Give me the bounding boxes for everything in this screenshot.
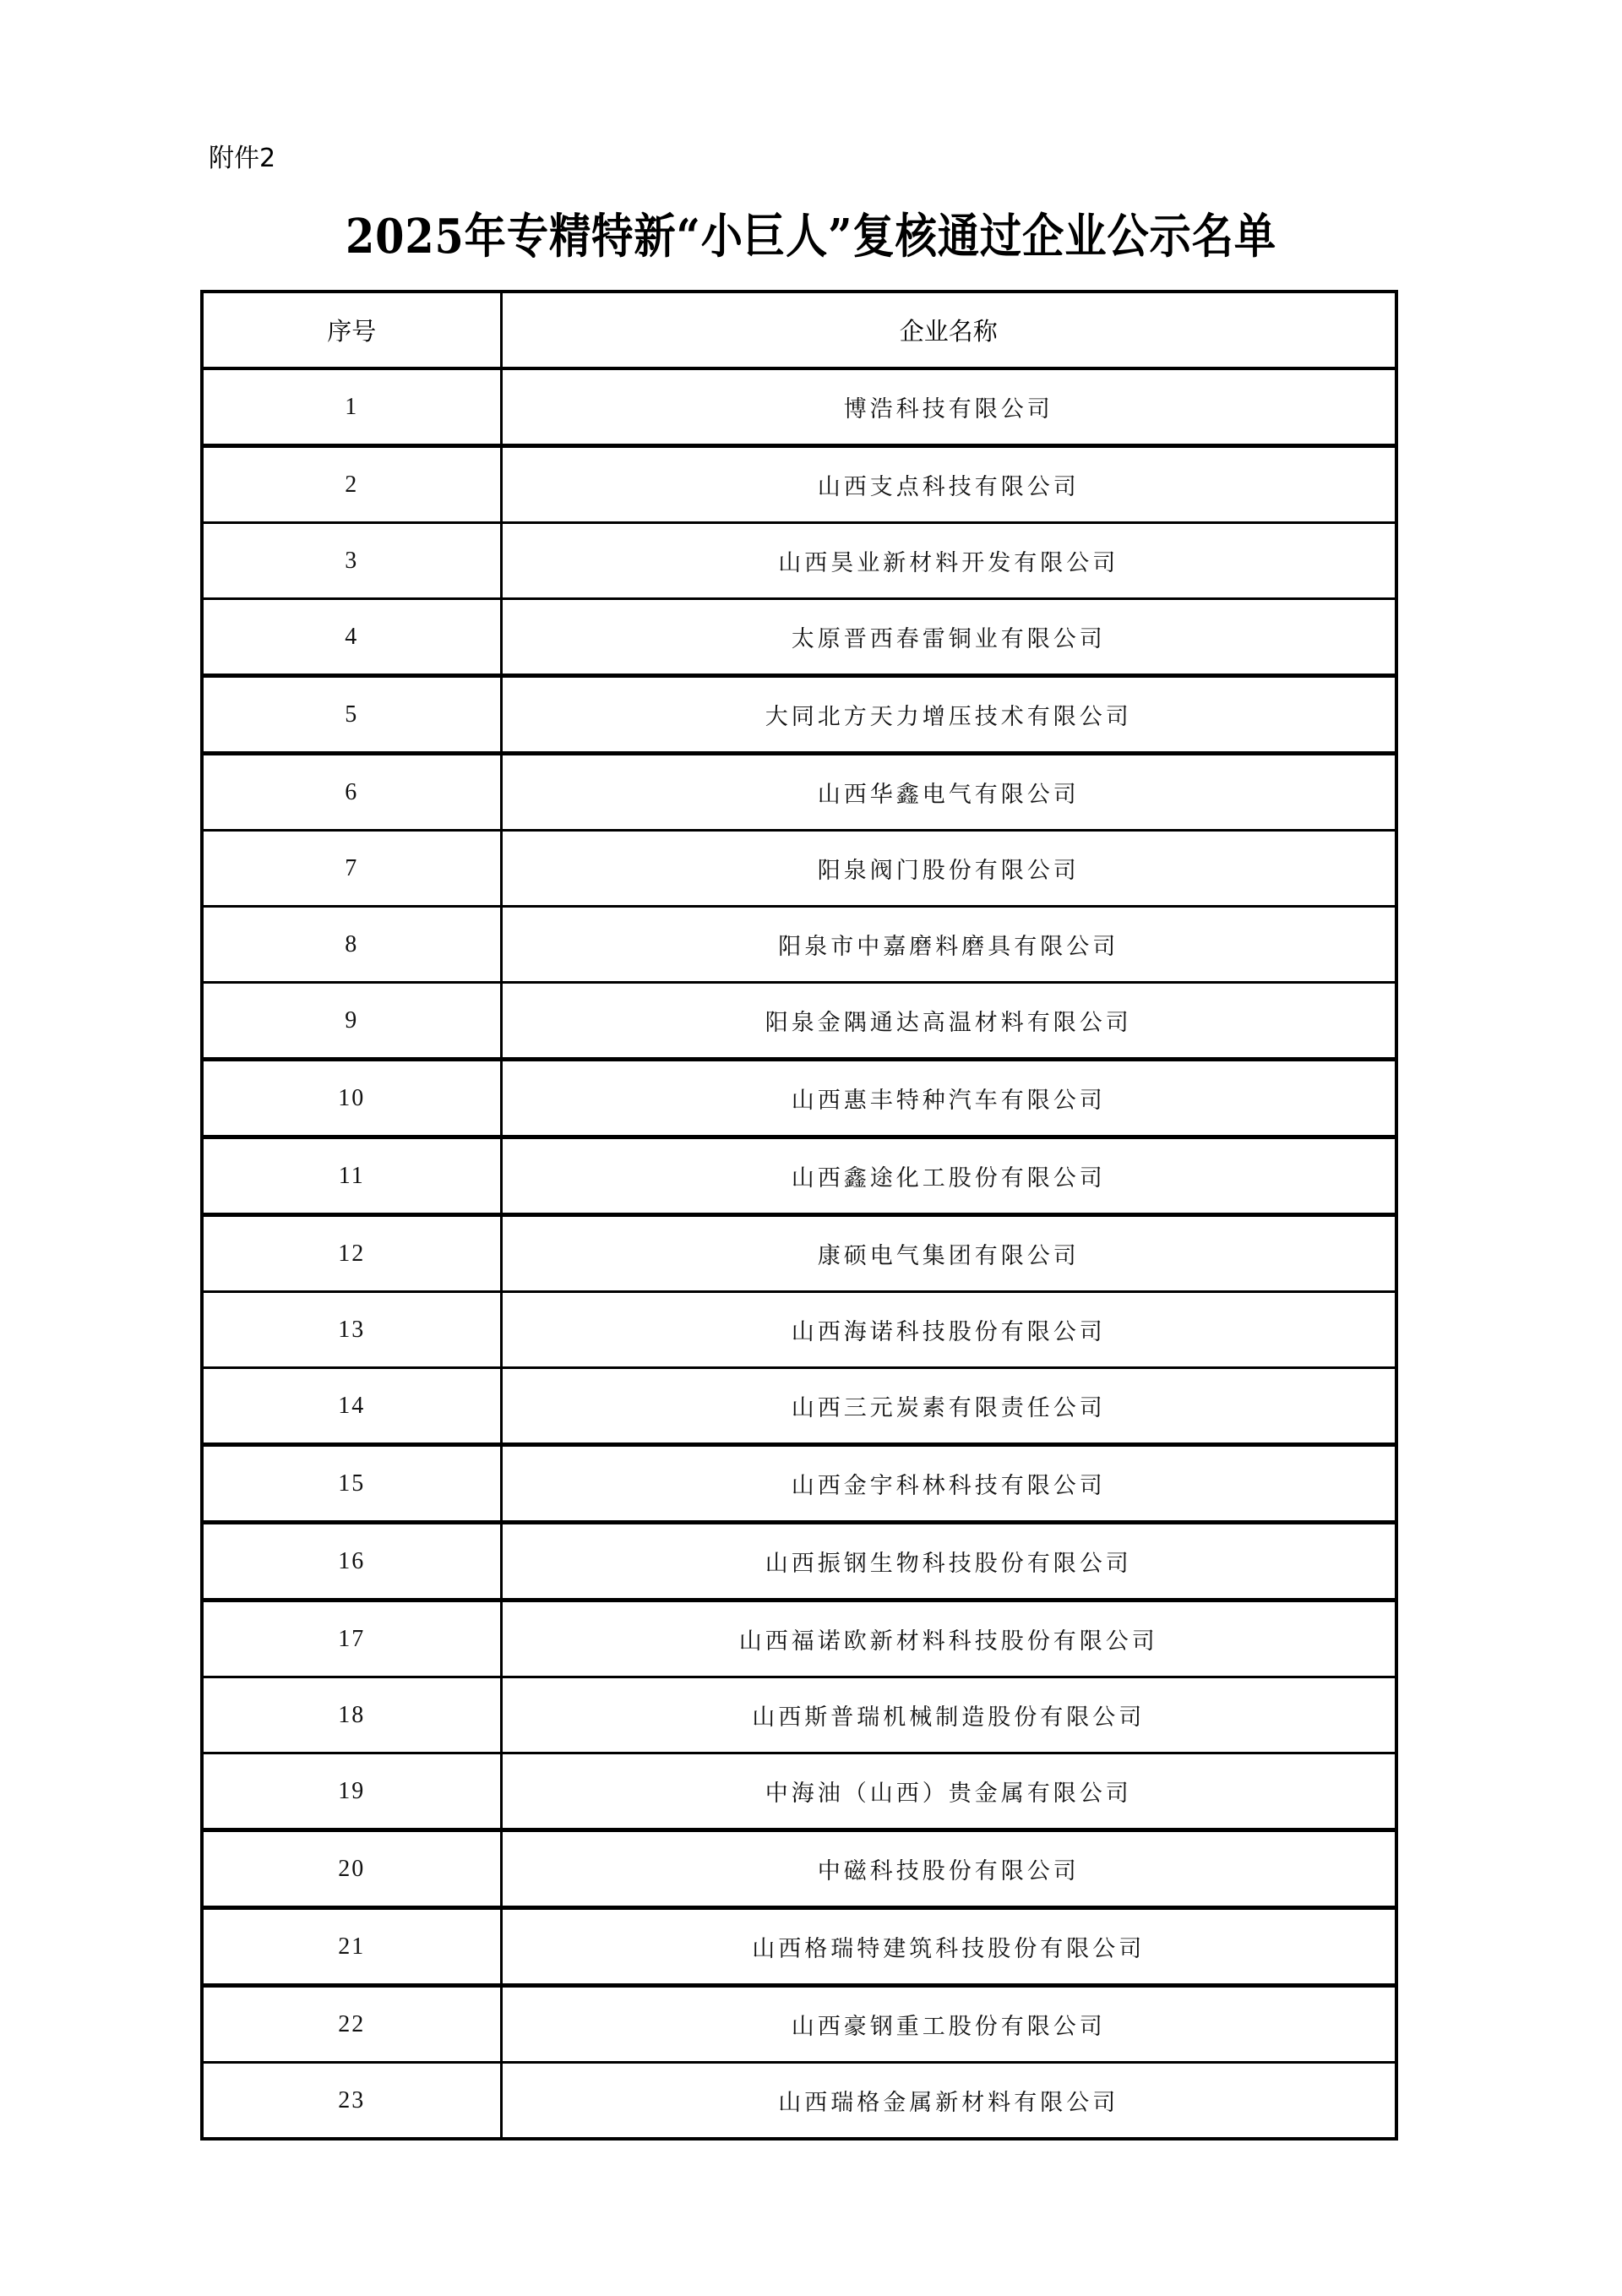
- company-name: 山西福诺欧新材料科技股份有限公司: [501, 1601, 1396, 1677]
- company-name: 大同北方天力增压技术有限公司: [501, 676, 1396, 754]
- table-row: [202, 983, 1396, 1060]
- table-row: [202, 1830, 1396, 1908]
- row-index: 14: [202, 1368, 501, 1445]
- company-name: 太原晋西春雷铜业有限公司: [501, 599, 1396, 676]
- table-row: [202, 754, 1396, 831]
- table-row: [202, 446, 1396, 523]
- page-title: 2025年专精特新“小巨人”复核通过企业公示名单: [345, 209, 1277, 265]
- company-name: 阳泉阀门股份有限公司: [501, 831, 1396, 907]
- company-name: 山西瑞格金属新材料有限公司: [501, 2063, 1396, 2140]
- table-row: [202, 1060, 1396, 1137]
- row-index: 21: [202, 1908, 501, 1986]
- row-index: 8: [202, 907, 501, 983]
- company-name: 博浩科技有限公司: [501, 368, 1396, 446]
- row-index: 3: [202, 523, 501, 599]
- table-row: [202, 907, 1396, 983]
- table-row: [202, 1986, 1396, 2063]
- company-name: 山西支点科技有限公司: [501, 446, 1396, 523]
- row-index: 13: [202, 1292, 501, 1368]
- table-row: [202, 1523, 1396, 1601]
- table-row: [202, 1753, 1396, 1830]
- table-row: [202, 676, 1396, 754]
- row-index: 19: [202, 1753, 501, 1830]
- table-row: [202, 1601, 1396, 1677]
- row-index: 5: [202, 676, 501, 754]
- company-name: 阳泉金隅通达高温材料有限公司: [501, 983, 1396, 1060]
- row-index: 16: [202, 1523, 501, 1601]
- table-header-row: [202, 292, 1396, 368]
- table-row: [202, 1137, 1396, 1215]
- company-name: 中海油（山西）贵金属有限公司: [501, 1753, 1396, 1830]
- company-name: 中磁科技股份有限公司: [501, 1830, 1396, 1908]
- row-index: 17: [202, 1601, 501, 1677]
- header-company-name: 企业名称: [501, 292, 1396, 368]
- company-name: 山西海诺科技股份有限公司: [501, 1292, 1396, 1368]
- company-name: 山西振钢生物科技股份有限公司: [501, 1523, 1396, 1601]
- row-index: 20: [202, 1830, 501, 1908]
- row-index: 1: [202, 368, 501, 446]
- table-row: [202, 1908, 1396, 1986]
- table-row: [202, 599, 1396, 676]
- attachment-label: 附件2: [209, 144, 276, 173]
- table-body: [202, 368, 1396, 2139]
- company-name: 山西三元炭素有限责任公司: [501, 1368, 1396, 1445]
- table-row: [202, 1445, 1396, 1523]
- row-index: 9: [202, 983, 501, 1060]
- header-index: 序号: [202, 292, 501, 368]
- row-index: 2: [202, 446, 501, 523]
- table-row: [202, 368, 1396, 446]
- company-name: 山西昊业新材料开发有限公司: [501, 523, 1396, 599]
- row-index: 23: [202, 2063, 501, 2140]
- company-name: 山西鑫途化工股份有限公司: [501, 1137, 1396, 1215]
- row-index: 10: [202, 1060, 501, 1137]
- company-list-table: [200, 290, 1398, 2141]
- company-name: 山西斯普瑞机械制造股份有限公司: [501, 1677, 1396, 1753]
- row-index: 18: [202, 1677, 501, 1753]
- company-name: 山西金宇科林科技有限公司: [501, 1445, 1396, 1523]
- company-name: 山西华鑫电气有限公司: [501, 754, 1396, 831]
- table-row: [202, 2063, 1396, 2140]
- company-name: 山西豪钢重工股份有限公司: [501, 1986, 1396, 2063]
- row-index: 7: [202, 831, 501, 907]
- table-row: [202, 1368, 1396, 1445]
- row-index: 15: [202, 1445, 501, 1523]
- table-row: [202, 523, 1396, 599]
- row-index: 6: [202, 754, 501, 831]
- table-row: [202, 831, 1396, 907]
- company-name: 山西惠丰特种汽车有限公司: [501, 1060, 1396, 1137]
- company-name: 阳泉市中嘉磨料磨具有限公司: [501, 907, 1396, 983]
- table-row: [202, 1677, 1396, 1753]
- company-name: 山西格瑞特建筑科技股份有限公司: [501, 1908, 1396, 1986]
- row-index: 22: [202, 1986, 501, 2063]
- row-index: 4: [202, 599, 501, 676]
- table-row: [202, 1215, 1396, 1292]
- table-row: [202, 1292, 1396, 1368]
- row-index: 11: [202, 1137, 501, 1215]
- company-name: 康硕电气集团有限公司: [501, 1215, 1396, 1292]
- row-index: 12: [202, 1215, 501, 1292]
